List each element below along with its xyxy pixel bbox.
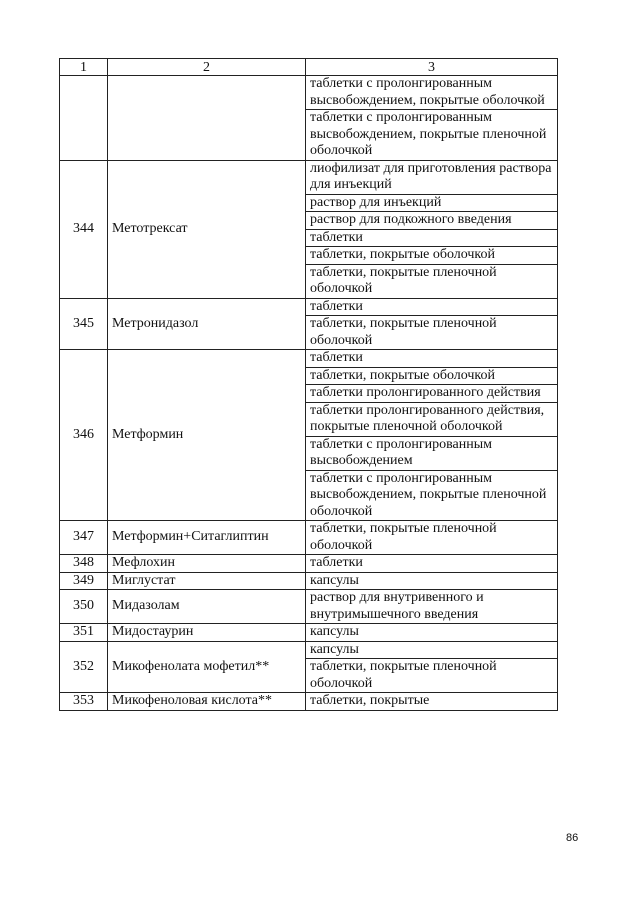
drug-name: Микофенолата мофетил** xyxy=(108,641,306,693)
drug-number: 346 xyxy=(60,350,108,521)
drug-name: Мидостаурин xyxy=(108,624,306,642)
table-header-row xyxy=(60,59,558,76)
drug-number: 348 xyxy=(60,555,108,573)
drug-number: 347 xyxy=(60,521,108,555)
page-number: 86 xyxy=(566,832,579,844)
dosage-form: раствор для внутривенного и внутримышечного введения xyxy=(306,590,558,624)
dosage-form: таблетки пролонгированного действия, покрытые пленочной оболочкой xyxy=(306,402,558,436)
table-row xyxy=(60,521,558,555)
drug-name xyxy=(108,76,306,161)
table-row xyxy=(60,76,558,110)
table-row xyxy=(60,555,558,573)
dosage-form: таблетки xyxy=(306,229,558,247)
dosage-form: таблетки с пролонгированным высвобождением, покрытые пленочной оболочкой xyxy=(306,110,558,161)
drug-number: 351 xyxy=(60,624,108,642)
dosage-form: таблетки, покрытые оболочкой xyxy=(306,367,558,385)
dosage-form: таблетки, покрытые оболочкой xyxy=(306,247,558,265)
drug-name: Метронидазол xyxy=(108,298,306,350)
drug-name: Мидазолам xyxy=(108,590,306,624)
table-row xyxy=(60,590,558,624)
table-row xyxy=(60,641,558,659)
drug-number: 350 xyxy=(60,590,108,624)
dosage-form: таблетки, покрытые пленочной оболочкой xyxy=(306,264,558,298)
column-header-name: 2 xyxy=(108,59,306,76)
dosage-form: раствор для подкожного введения xyxy=(306,212,558,230)
column-header-number: 1 xyxy=(60,59,108,76)
table-row xyxy=(60,624,558,642)
drug-number: 352 xyxy=(60,641,108,693)
drug-name: Метформин+Ситаглиптин xyxy=(108,521,306,555)
dosage-form: таблетки xyxy=(306,555,558,573)
dosage-form: капсулы xyxy=(306,572,558,590)
dosage-form: капсулы xyxy=(306,641,558,659)
dosage-form: лиофилизат для приготовления раствора для инъекций xyxy=(306,160,558,194)
dosage-form: таблетки xyxy=(306,350,558,368)
dosage-form: таблетки, покрытые xyxy=(306,693,558,711)
drug-number: 349 xyxy=(60,572,108,590)
table-row xyxy=(60,693,558,711)
dosage-form: таблетки с пролонгированным высвобождением, покрытые пленочной оболочкой xyxy=(306,470,558,521)
table-row xyxy=(60,160,558,194)
drug-number: 345 xyxy=(60,298,108,350)
dosage-form: таблетки с пролонгированным высвобождением, покрытые оболочкой xyxy=(306,76,558,110)
drug-name: Мефлохин xyxy=(108,555,306,573)
drug-list-table xyxy=(59,58,558,711)
drug-number: 344 xyxy=(60,160,108,298)
dosage-form: таблетки xyxy=(306,298,558,316)
drug-number xyxy=(60,76,108,161)
dosage-form: таблетки, покрытые пленочной оболочкой xyxy=(306,521,558,555)
column-header-form: 3 xyxy=(306,59,558,76)
table-row xyxy=(60,572,558,590)
dosage-form: капсулы xyxy=(306,624,558,642)
dosage-form: таблетки, покрытые пленочной оболочкой xyxy=(306,659,558,693)
table-row xyxy=(60,298,558,316)
dosage-form: таблетки, покрытые пленочной оболочкой xyxy=(306,316,558,350)
dosage-form: раствор для инъекций xyxy=(306,194,558,212)
table-row xyxy=(60,350,558,368)
drug-name: Метформин xyxy=(108,350,306,521)
drug-name: Метотрексат xyxy=(108,160,306,298)
drug-name: Микофеноловая кислота** xyxy=(108,693,306,711)
drug-number: 353 xyxy=(60,693,108,711)
dosage-form: таблетки пролонгированного действия xyxy=(306,385,558,403)
dosage-form: таблетки с пролонгированным высвобождением xyxy=(306,436,558,470)
drug-name: Миглустат xyxy=(108,572,306,590)
